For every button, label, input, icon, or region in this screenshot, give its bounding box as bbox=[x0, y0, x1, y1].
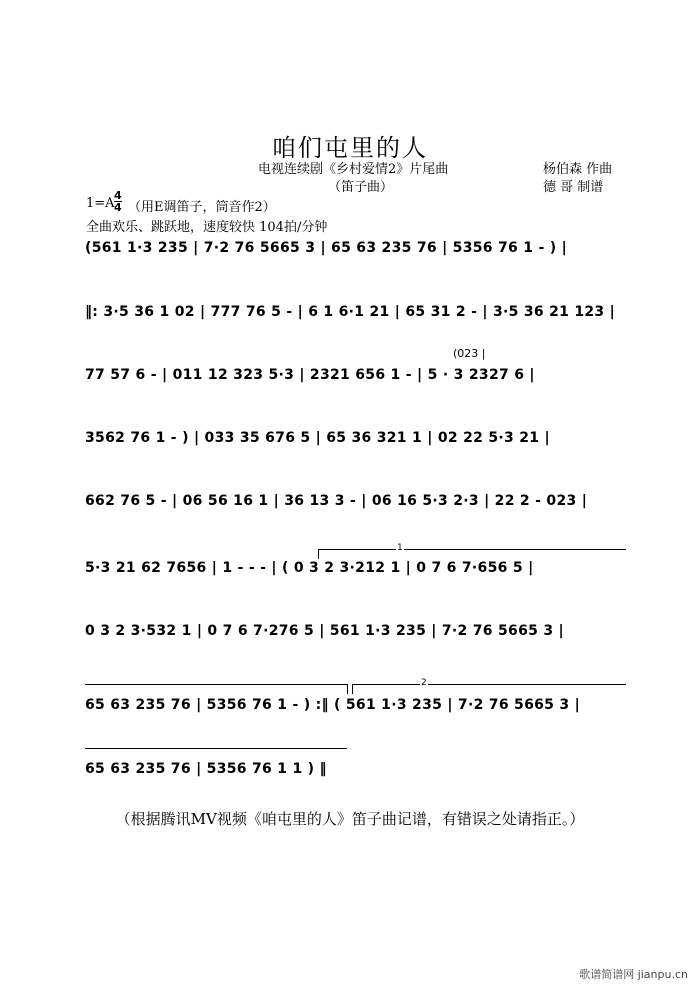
volta-1-label: 1 bbox=[397, 543, 403, 553]
composer: 杨伯森 作曲 bbox=[543, 162, 613, 177]
volta-2-label: 2 bbox=[421, 678, 427, 688]
score-line-6: 5·3 21 62 7656 | 1 - - - | ( 0 3 2 3·212 1 | 0 7 6 7·656 5 | bbox=[85, 560, 534, 576]
volta-1-start bbox=[318, 549, 319, 559]
volta-2-bracket bbox=[352, 684, 626, 685]
flute-note: （用E调笛子，筒音作2） bbox=[128, 200, 276, 215]
page-title: 咱们屯里的人 bbox=[272, 134, 428, 162]
score-line-8: 65 63 235 76 | 5356 76 1 - ) :‖ ( 561 1·3 235 | 7·2 76 5665 3 | bbox=[85, 697, 581, 713]
time-signature bbox=[114, 190, 122, 213]
time-signature-top: 4 bbox=[114, 189, 122, 202]
volta-1-end bbox=[347, 684, 348, 694]
score-line-2: ‖: 3·5 36 1 02 | 777 76 5 - | 6 1 6·1 21 | 65 31 2 - | 3·5 36 21 123 | bbox=[85, 304, 616, 320]
volta-1-bracket-cont bbox=[85, 684, 347, 685]
score-line-4: 3562 76 1 - ) | 033 35 676 5 | 65 36 321 1 | 02 22 5·3 21 | bbox=[85, 430, 550, 446]
expression-mark: 全曲欢乐、跳跃地，速度较快 104拍/分钟 bbox=[86, 220, 328, 235]
score-line-7: 0 3 2 3·532 1 | 0 7 6 7·276 5 | 561 1·3 235 | 7·2 76 5665 3 | bbox=[85, 623, 564, 639]
volta-2-bracket-cont bbox=[85, 748, 347, 749]
subtitle: 电视连续剧《乡村爱情2》片尾曲 bbox=[258, 162, 449, 177]
score-line-3: 77 57 6 - | 011 12 323 5·3 | 2321 656 1 - | 5 · 3 2327 6 | bbox=[85, 367, 535, 383]
watermark: 歌谱简谱网 jianpu.cn bbox=[579, 968, 688, 981]
volta-2-start bbox=[352, 684, 353, 694]
subtitle-flute: （笛子曲） bbox=[328, 180, 394, 195]
score-mark-023: (023 | bbox=[453, 347, 486, 360]
score-line-5: 662 76 5 - | 06 56 16 1 | 36 13 3 - | 06 16 5·3 2·3 | 22 2 - 023 | bbox=[85, 493, 588, 509]
transcriber: 德 哥 制谱 bbox=[543, 180, 604, 195]
volta-1-bracket bbox=[318, 549, 626, 550]
key-signature: 1=A bbox=[86, 196, 115, 211]
score-line-1: (561 1·3 235 | 7·2 76 5665 3 | 65 63 235 76 | 5356 76 1 - ) | bbox=[85, 240, 568, 256]
footer-note: （根据腾讯MV视频《咱屯里的人》笛子曲记谱，有错误之处请指正。） bbox=[115, 810, 585, 828]
time-signature-bottom: 4 bbox=[114, 201, 122, 214]
score-line-9: 65 63 235 76 | 5356 76 1 1 ) ‖ bbox=[85, 761, 327, 777]
